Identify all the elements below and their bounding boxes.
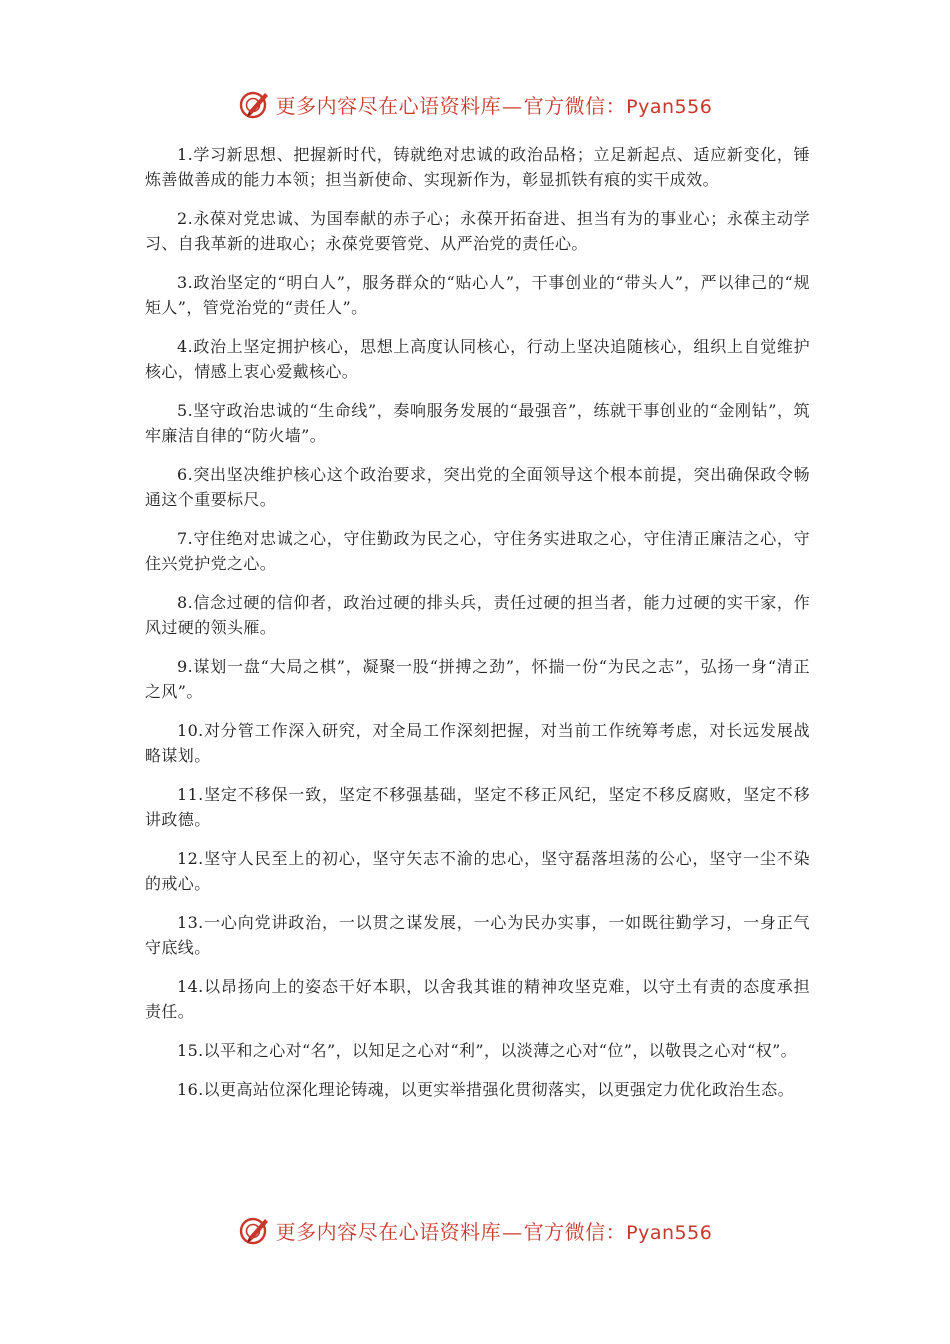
list-item: 2.永葆对党忠诚、为国奉献的赤子心；永葆开拓奋进、担当有为的事业心；永葆主动学习、自我革新的进取心；永葆党要管党、从严治党的责任心。 — [145, 209, 810, 253]
list-item: 3.政治坚定的“明白人”，服务群众的“贴心人”，干事创业的“带头人”，严以律己的“规矩人”，管党治党的“责任人”。 — [145, 273, 810, 317]
list-item: 12.坚守人民至上的初心，坚守矢志不渝的忠心，坚守磊落坦荡的公心，坚守一尘不染的戒心。 — [145, 849, 810, 893]
pen-logo-icon — [238, 87, 272, 121]
header-watermark — [0, 84, 950, 124]
document-body — [145, 142, 810, 1116]
watermark-text: 更多内容尽在心语资料库—官方微信：Pyan556 — [275, 1219, 713, 1244]
footer-watermark — [0, 1210, 950, 1250]
list-item: 13.一心向党讲政治，一以贯之谋发展，一心为民办实事，一如既往勤学习，一身正气守底线。 — [145, 913, 810, 957]
list-item: 5.坚守政治忠诚的“生命线”，奏响服务发展的“最强音”，练就干事创业的“金刚钻”，筑牢廉洁自律的“防火墙”。 — [145, 401, 810, 445]
pen-logo-icon — [238, 1213, 272, 1247]
list-item: 11.坚定不移保一致，坚定不移强基础，坚定不移正风纪，坚定不移反腐败，坚定不移讲政德。 — [145, 785, 810, 829]
list-item: 14.以昂扬向上的姿态干好本职，以舍我其谁的精神攻坚克难，以守土有责的态度承担责任。 — [145, 977, 810, 1021]
list-item: 16.以更高站位深化理论铸魂，以更实举措强化贯彻落实，以更强定力优化政治生态。 — [177, 1080, 795, 1099]
list-item: 1.学习新思想、把握新时代，铸就绝对忠诚的政治品格；立足新起点、适应新变化，锤炼善做善成的能力本领；担当新使命、实现新作为，彰显抓铁有痕的实干成效。 — [145, 145, 810, 189]
list-item: 15.以平和之心对“名”，以知足之心对“利”，以淡薄之心对“位”，以敬畏之心对“权”。 — [177, 1041, 798, 1060]
watermark-text: 更多内容尽在心语资料库—官方微信：Pyan556 — [275, 93, 713, 118]
list-item: 8.信念过硬的信仰者，政治过硬的排头兵，责任过硬的担当者，能力过硬的实干家，作风过硬的领头雁。 — [145, 593, 810, 637]
list-item: 4.政治上坚定拥护核心，思想上高度认同核心，行动上坚决追随核心，组织上自觉维护核心，情感上衷心爱戴核心。 — [145, 337, 810, 381]
list-item: 7.守住绝对忠诚之心，守住勤政为民之心，守住务实进取之心，守住清正廉洁之心，守住兴党护党之心。 — [145, 529, 810, 573]
list-item: 10.对分管工作深入研究，对全局工作深刻把握，对当前工作统筹考虑，对长远发展战略谋划。 — [145, 721, 810, 765]
list-item: 9.谋划一盘“大局之棋”，凝聚一股“拼搏之劲”，怀揣一份“为民之志”，弘扬一身“清正之风”。 — [145, 657, 810, 701]
list-item: 6.突出坚决维护核心这个政治要求，突出党的全面领导这个根本前提，突出确保政令畅通这个重要标尺。 — [145, 465, 810, 509]
